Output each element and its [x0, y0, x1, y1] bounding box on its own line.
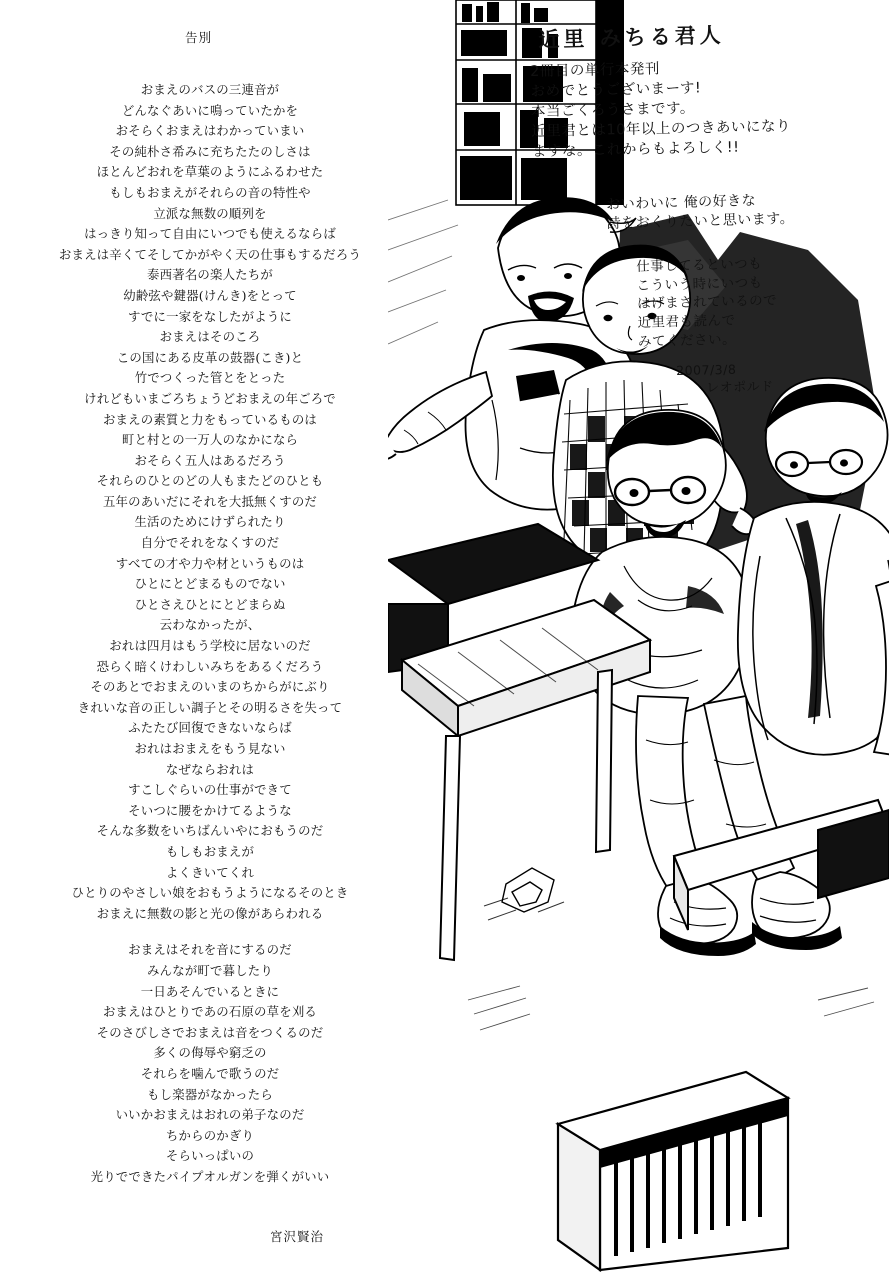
handwritten-line: 本当ごくろうさまです。 — [530, 100, 696, 120]
poem-line: 光りでできたパイプオルガンを弾くがいい — [90, 1168, 330, 1184]
handwritten-block-2 — [606, 191, 794, 235]
poem-line: ほとんどおれを草葉のようにふるわせた — [96, 164, 324, 180]
poem-column — [30, 28, 390, 1245]
poem-line: そんな多数をいちばんいやにおもうのだ — [96, 823, 324, 839]
poem-line: おまえは辛くてそしてかがやく天の仕事もするだろう — [58, 246, 362, 262]
poem-line: おまえはそのころ — [159, 329, 261, 345]
illustration — [388, 0, 889, 1280]
handwritten-signature: レオポルド — [706, 379, 774, 396]
handwritten-line: おいわいに 俺の好きな — [606, 192, 757, 213]
poem-line: それらのひとのどの人もまたどのひとも — [96, 473, 324, 489]
handwritten-block-1 — [530, 57, 791, 162]
poem-line: それらを噛んで歌うのだ — [140, 1065, 280, 1081]
poem-line: 云わなかったが、 — [159, 617, 261, 633]
handwritten-line: 仕事してるといつも — [636, 255, 763, 275]
poem-line: もしもおまえが — [165, 843, 255, 859]
poem-line: ひとにとどまるものでない — [134, 576, 286, 592]
poem-title: 告別 — [185, 30, 213, 45]
poem-line: 多くの侮辱や窮乏の — [153, 1045, 267, 1061]
handwritten-line: 近里君とは10年以上のつきあいになり — [531, 118, 792, 140]
handwritten-line: こういう時にいつも — [636, 274, 763, 294]
poem-line: なぜならおれは — [165, 761, 255, 777]
poem-line: そらいっぱいの — [165, 1148, 255, 1164]
illustration-drawing — [388, 0, 889, 1280]
handwritten-title: 近里 みちる君人 — [538, 23, 725, 52]
poem-line: いいかおまえはおれの弟子なのだ — [115, 1107, 305, 1123]
poem-line: すべての才や力や材というものは — [115, 555, 305, 571]
handwritten-line: 詩をおくりたいと思います。 — [606, 211, 795, 233]
poem-line: ちからのかぎり — [165, 1127, 255, 1143]
poem-line: おまえのバスの三連音が — [140, 82, 280, 97]
poem-line: おそらくおまえはわかっていまい — [115, 123, 305, 139]
poem-line: すでに一家をなしたがように — [127, 308, 293, 324]
poem-line: はっきり知って自由にいつでも使えるならば — [84, 226, 336, 242]
handwritten-date: 2007/3/8 — [676, 361, 737, 378]
poem-line: みんなが町で暮したり — [147, 962, 273, 978]
handwritten-line: 2冊目の単行本発刊 — [530, 61, 661, 80]
poem-line: そのさびしさでおまえは音をつくるのだ — [96, 1024, 324, 1040]
poem-line: どんなぐあいに鳴っていたかを — [121, 102, 299, 118]
poem-line: おそらく五人はあるだろう — [134, 452, 286, 468]
poem-line: 一日あそんでいるときに — [140, 983, 280, 999]
poem-stanza-1 — [30, 80, 390, 924]
handwritten-line: おめでとうございまーす! — [530, 80, 702, 100]
poem-line: そのあとでおまえのいまのちからがにぶり — [90, 679, 330, 695]
poem-line: ひとりのやさしい娘をおもうようになるそのとき — [71, 885, 349, 901]
poem-line: もし楽器がなかったら — [147, 1086, 273, 1102]
poem-line: おまえはひとりであの石原の草を刈る — [102, 1004, 318, 1020]
poem-stanza-2 — [30, 940, 390, 1187]
handwritten-line: みてください。 — [637, 331, 737, 350]
poem-line: きれいな音の正しい調子とその明るさを失って — [77, 699, 343, 715]
handwritten-block-3 — [636, 255, 778, 352]
poem-line: その純朴さ希みに充ちたたのしさは — [109, 143, 311, 159]
poem-line: もしもおまえがそれらの音の特性や — [109, 184, 311, 200]
poem-line: 幼齢弦や鍵器(けんき)をとって — [123, 287, 297, 303]
poem-line: 五年のあいだにそれを大抵無くすのだ — [102, 493, 318, 509]
poem-author: 宮沢賢治 — [270, 1229, 325, 1245]
poem-line: おれは四月はもう学校に居ないのだ — [109, 638, 311, 654]
handwritten-line: 近里君も読んで — [637, 312, 736, 331]
poem-line: 竹でつくった管とをとった — [134, 370, 286, 386]
poem-line: 町と村との一万人のなかになら — [121, 432, 299, 448]
poem-line: けれどもいまごろちょうどおまえの年ごろで — [84, 390, 336, 406]
poem-line: 立派な無数の順列を — [153, 205, 267, 221]
poem-line: おまえの素質と力をもっているものは — [102, 411, 318, 427]
poem-line: 恐らく暗くけわしいみちをあるくだろう — [96, 658, 324, 674]
poem-line: おれはおまえをもう見ない — [134, 741, 286, 756]
poem-line: 自分でそれをなくすのだ — [140, 535, 280, 551]
poem-body — [30, 80, 390, 1187]
poem-line: よくきいてくれ — [165, 864, 255, 880]
poem-line: おまえに無数の影と光の像があらわれる — [96, 905, 324, 921]
handwritten-line: はげまされているので — [636, 292, 778, 313]
handwritten-line: ますな。これからもよろしく!! — [531, 139, 740, 160]
poem-line: おまえはそれを音にするのだ — [128, 942, 292, 958]
poem-line: この国にある皮革の鼓器(こき)と — [116, 349, 304, 365]
poem-line: そいつに腰をかけてるような — [128, 802, 292, 818]
poem-line: すこしぐらいの仕事ができて — [128, 782, 292, 798]
poem-line: ひとさえひとにとどまらぬ — [134, 596, 286, 612]
poem-line: ふたたび回復できないならば — [128, 720, 292, 736]
stanza-gap — [30, 924, 390, 940]
poem-line: 生活のためにけずられたり — [134, 514, 286, 530]
poem-line: 泰西著名の楽人たちが — [147, 267, 273, 283]
